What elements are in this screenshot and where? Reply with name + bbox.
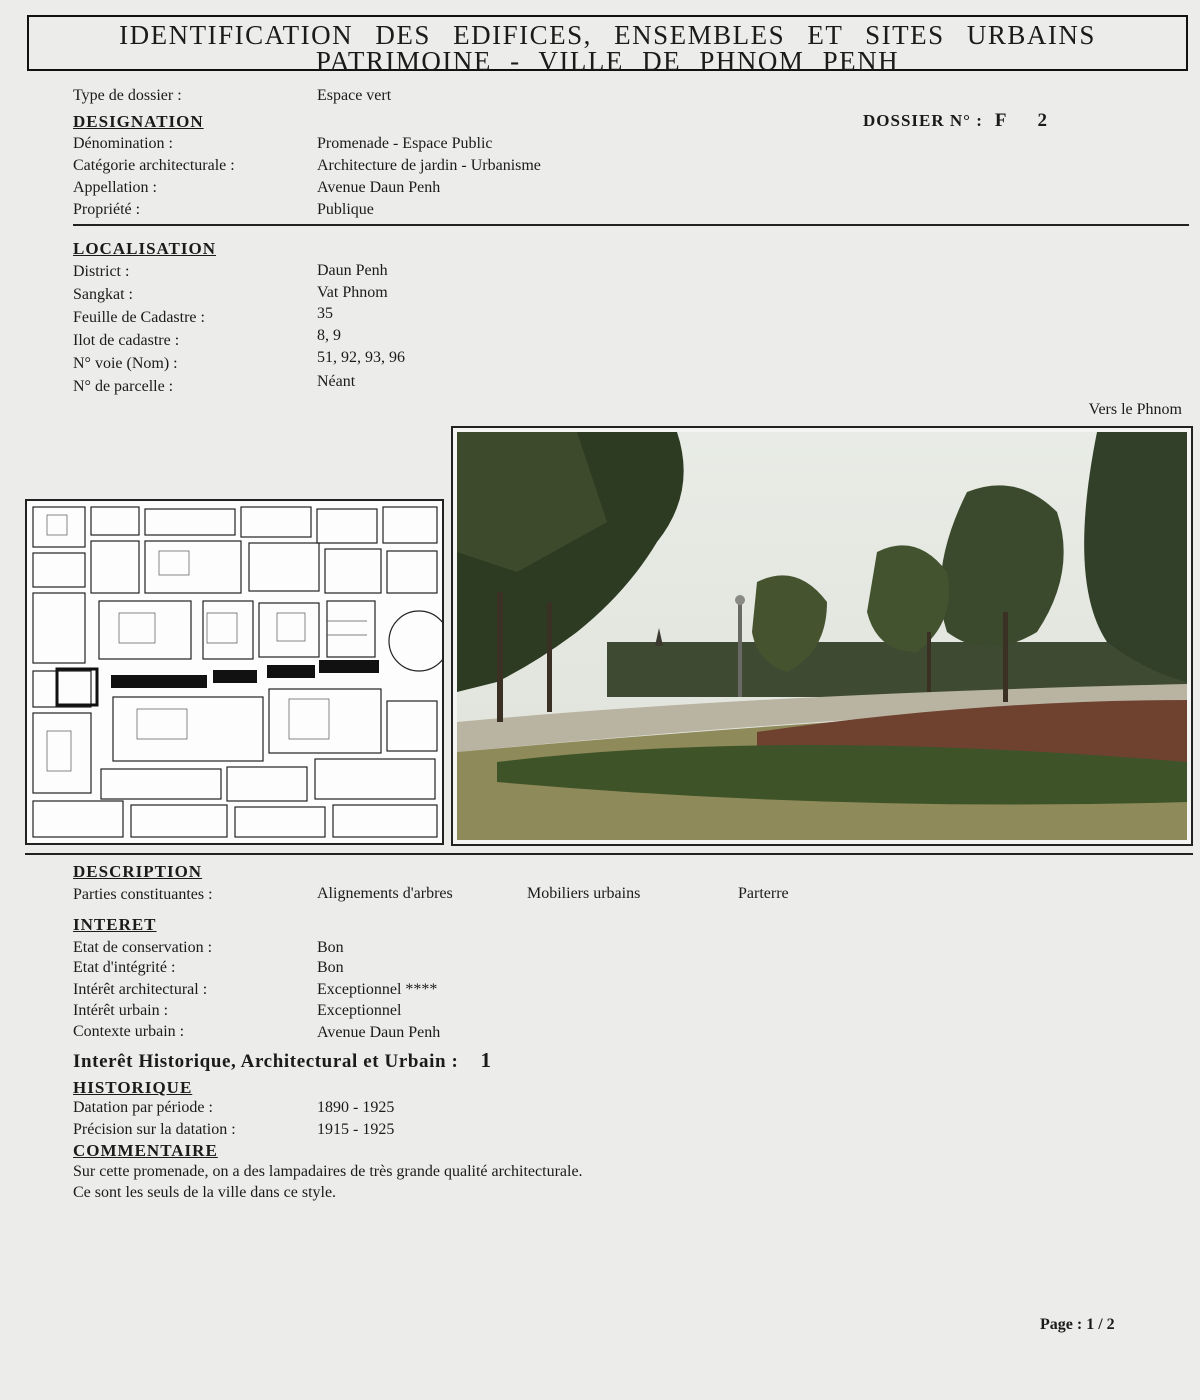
localisation-label: N° de parcelle : [73,378,174,395]
interet-value: Bon [317,959,344,976]
photo-caption: Vers le Phnom [1088,401,1182,418]
localisation-value: 51, 92, 93, 96 [317,349,405,366]
description-item: Alignements d'arbres [317,885,453,902]
divider [25,853,1193,855]
dossier-num: 2 [1037,110,1048,131]
localisation-label: Feuille de Cadastre : [73,309,205,326]
section-interet-title: INTERET [73,915,157,934]
cadastral-map [25,499,444,845]
header-title-line1: IDENTIFICATION DES EDIFICES, ENSEMBLES ET SITES URBAINS [119,20,1096,50]
section-historique-title: HISTORIQUE [73,1078,193,1097]
dossier-label: DOSSIER N° : [863,111,983,130]
divider [73,224,1189,226]
historique-value: 1915 - 1925 [317,1121,395,1138]
promenade-photo [451,426,1193,846]
document-header [27,15,1188,76]
localisation-label: Sangkat : [73,286,133,303]
designation-value: Architecture de jardin - Urbanisme [317,157,541,174]
localisation-value: Néant [317,373,356,390]
localisation-value: Daun Penh [317,262,388,279]
page-number: Page : 1 / 2 [1040,1316,1115,1333]
description-item: Parterre [738,885,789,902]
localisation-label: District : [73,263,130,280]
interet-value: Exceptionnel [317,1002,402,1019]
historique-value: 1890 - 1925 [317,1099,395,1116]
interet-value: Bon [317,939,344,956]
designation-label: Appellation : [73,179,157,196]
interet-global-label: Interêt Historique, Architectural et Urbain : [73,1051,459,1072]
interet-value: Exceptionnel **** [317,981,438,998]
designation-value: Avenue Daun Penh [317,179,441,196]
designation-label: Catégorie architecturale : [73,157,235,174]
interet-label: Etat de conservation : [73,939,213,956]
cadastral-map-drawing [27,501,442,843]
historique-label: Datation par période : [73,1099,213,1116]
localisation-value: 8, 9 [317,327,341,344]
designation-label: Dénomination : [73,135,173,152]
header-title-line2: PATRIMOINE - VILLE DE PHNOM PENH [315,46,900,76]
interet-label: Etat d'intégrité : [73,959,176,976]
section-commentaire-title: COMMENTAIRE [73,1141,218,1160]
interet-label: Contexte urbain : [73,1023,185,1040]
section-designation-title: DESIGNATION [73,112,204,131]
historique-label: Précision sur la datation : [73,1121,236,1138]
designation-label: Propriété : [73,201,141,218]
interet-global [73,1048,492,1073]
type-dossier-value: Espace vert [317,87,392,104]
localisation-label: N° voie (Nom) : [73,355,178,372]
interet-global-score: 1 [480,1048,492,1072]
dossier-letter: F [994,110,1008,131]
interet-label: Intérêt urbain : [73,1002,169,1019]
description-label: Parties constituantes : [73,886,213,903]
interet-label: Intérêt architectural : [73,981,208,998]
section-description-title: DESCRIPTION [73,862,203,881]
commentaire-line: Ce sont les seuls de la ville dans ce style. [73,1184,337,1201]
designation-value: Publique [317,201,374,218]
type-dossier-label: Type de dossier : [73,87,182,104]
localisation-value: 35 [317,305,333,322]
section-localisation-title: LOCALISATION [73,239,216,258]
dossier-number [863,110,1048,132]
localisation-label: Ilot de cadastre : [73,332,180,349]
interet-value: Avenue Daun Penh [317,1024,441,1041]
designation-value: Promenade - Espace Public [317,135,493,152]
localisation-value: Vat Phnom [317,284,388,301]
commentaire-line: Sur cette promenade, on a des lampadaires de très grande qualité architecturale. [73,1163,583,1180]
promenade-photo-image [457,432,1187,840]
description-item: Mobiliers urbains [527,885,641,902]
